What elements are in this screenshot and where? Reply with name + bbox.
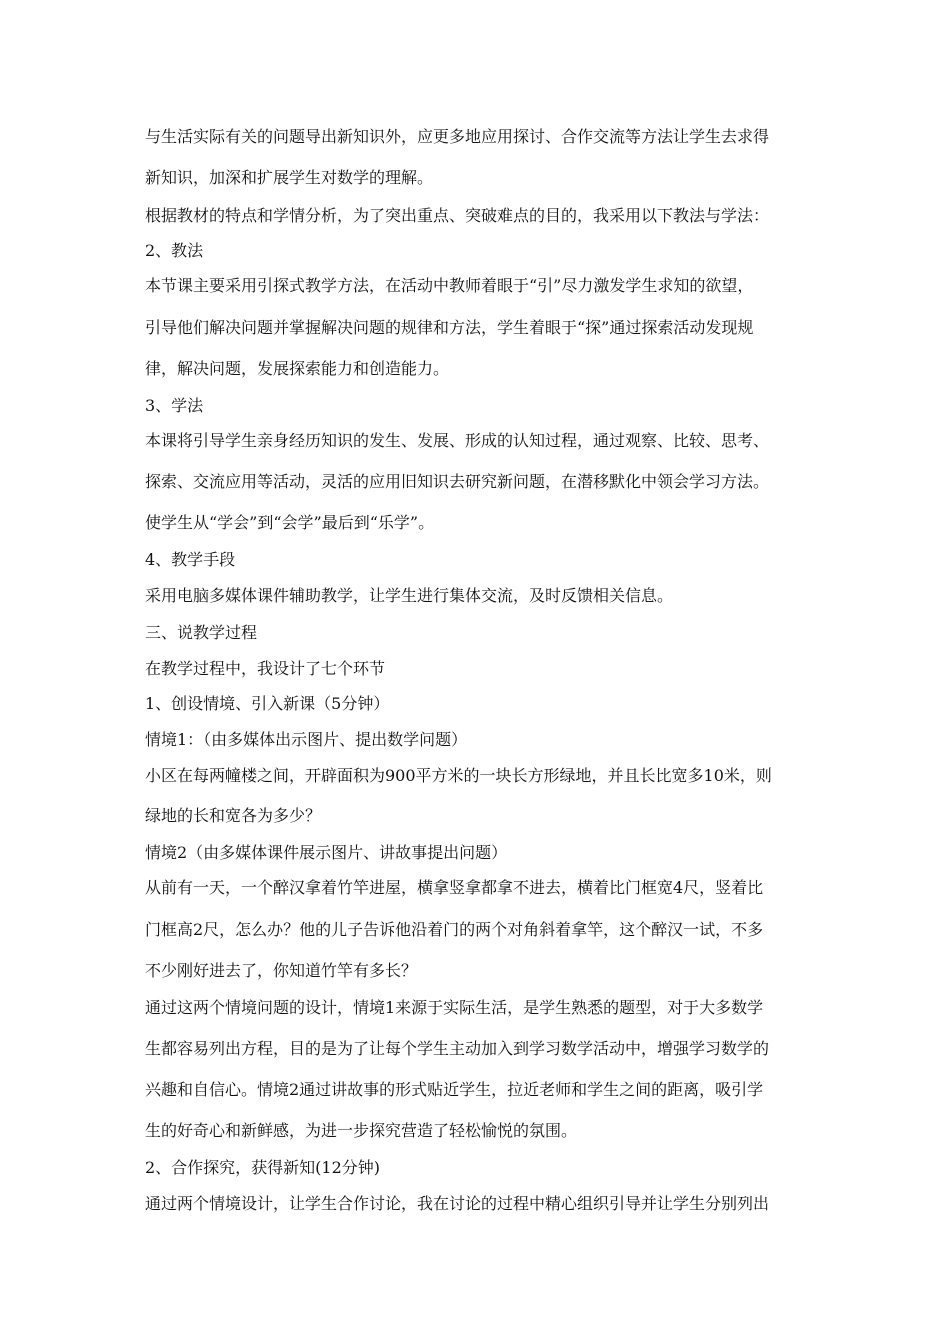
paragraph-line: 本课将引导学生亲身经历知识的发生、发展、形成的认知过程，通过观察、比较、思考、	[145, 431, 770, 450]
paragraph-line: 绿地的长和宽各为多少？	[145, 806, 322, 825]
paragraph-line: 通过这两个情境问题的设计，情境1来源于实际生活，是学生熟悉的题型，对于大多数学	[145, 998, 764, 1017]
paragraph-line: 律，解决问题，发展探索能力和创造能力。	[145, 359, 450, 378]
section-heading: 3、学法	[145, 396, 204, 415]
paragraph-line: 情境2（由多媒体课件展示图片、讲故事提出问题）	[145, 843, 508, 862]
paragraph-line: 从前有一天，一个醉汉拿着竹竿进屋，横拿竖拿都拿不进去，横着比门框宽4尺，竖着比	[145, 878, 764, 897]
paragraph-line: 生都容易列出方程，目的是为了让每个学生主动加入到学习数学活动中，增强学习数学的	[145, 1039, 770, 1058]
paragraph-line: 探索、交流应用等活动，灵活的应用旧知识去研究新问题，在潜移默化中领会学习方法。	[145, 472, 770, 491]
section-heading: 三、说教学过程	[145, 623, 258, 642]
paragraph-line: 在教学过程中，我设计了七个环节	[145, 659, 386, 678]
paragraph-line: 生的好奇心和新鲜感，为进一步探究营造了轻松愉悦的氛围。	[145, 1121, 578, 1140]
section-heading: 2、教法	[145, 241, 204, 260]
paragraph-line: 不少刚好进去了，你知道竹竿有多长？	[145, 961, 418, 980]
paragraph-line: 门框高2尺，怎么办？他的儿子告诉他沿着门的两个对角斜着拿竿，这个醉汉一试，不多	[145, 920, 764, 939]
section-heading: 1、创设情境、引入新课（5分钟）	[145, 694, 390, 713]
paragraph-line: 引导他们解决问题并掌握解决问题的规律和方法，学生着眼于“探”通过探索活动发现规	[145, 318, 754, 337]
paragraph-line: 根据教材的特点和学情分析，为了突出重点、突破难点的目的，我采用以下教法与学法：	[145, 206, 770, 225]
paragraph-line: 采用电脑多媒体课件辅助教学，让学生进行集体交流，及时反馈相关信息。	[145, 586, 674, 605]
paragraph-line: 情境1：（由多媒体出示图片、提出数学问题）	[145, 730, 468, 749]
paragraph-line: 本节课主要采用引探式教学方法，在活动中教师着眼于“引”尽力激发学生求知的欲望，	[145, 276, 754, 295]
paragraph-line: 与生活实际有关的问题导出新知识外，应更多地应用探讨、合作交流等方法让学生去求得	[145, 127, 770, 146]
section-heading: 2、合作探究，获得新知(12分钟)	[145, 1158, 381, 1177]
paragraph-line: 新知识，加深和扩展学生对数学的理解。	[145, 168, 434, 187]
section-heading: 4、教学手段	[145, 550, 236, 569]
paragraph-line: 兴趣和自信心。情境2通过讲故事的形式贴近学生，拉近老师和学生之间的距离，吸引学	[145, 1080, 764, 1099]
paragraph-line: 通过两个情境设计，让学生合作讨论，我在讨论的过程中精心组织引导并让学生分别列出	[145, 1194, 770, 1213]
paragraph-line: 小区在每两幢楼之间，开辟面积为900平方米的一块长方形绿地，并且长比宽多10米，则	[145, 766, 772, 785]
paragraph-line: 使学生从“学会”到“会学”最后到“乐学”。	[145, 513, 435, 532]
